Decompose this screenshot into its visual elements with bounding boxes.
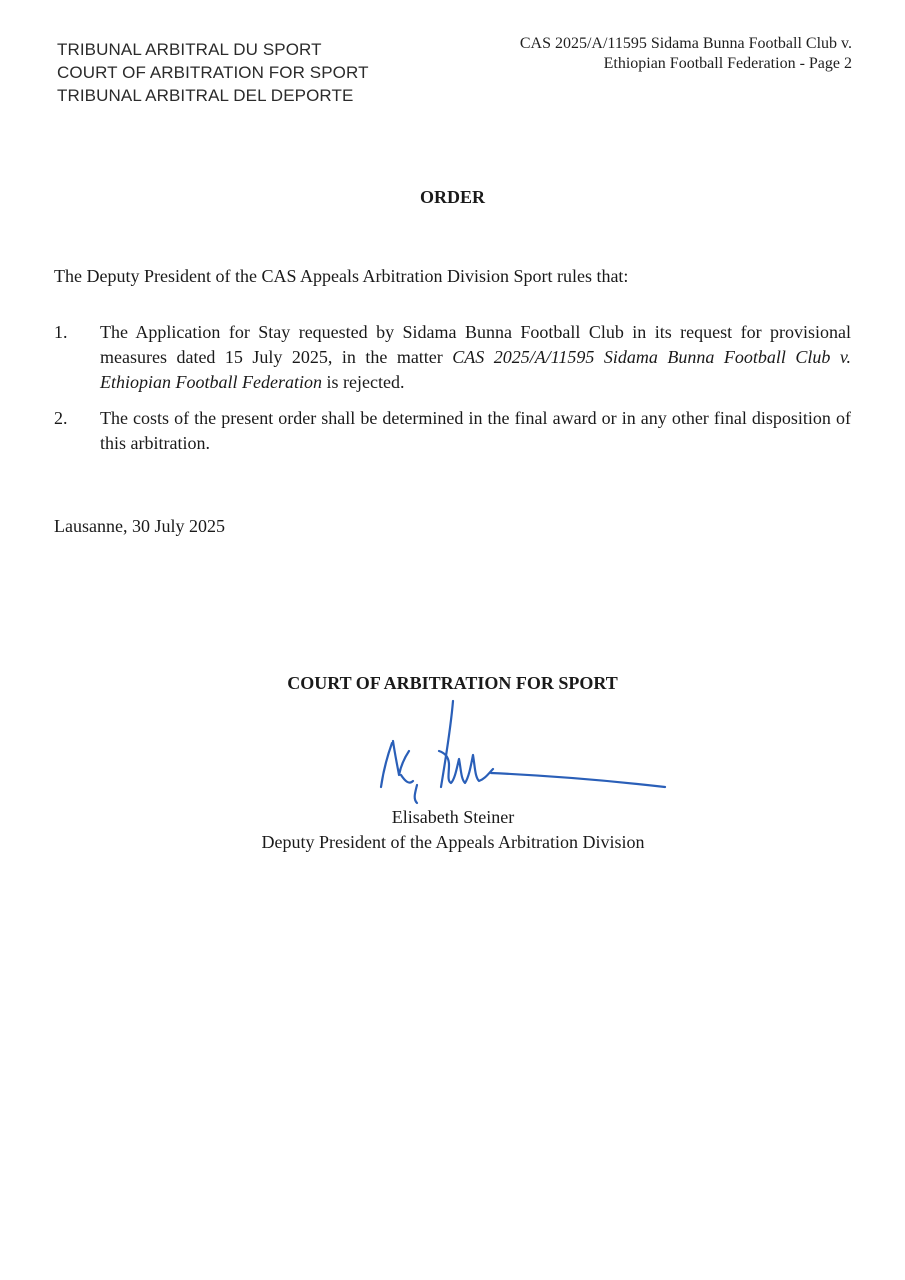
order-intro: The Deputy President of the CAS Appeals Arbitration Division Sport rules that: bbox=[54, 266, 629, 286]
court-name: COURT OF ARBITRATION FOR SPORT bbox=[287, 673, 618, 693]
order-title: ORDER bbox=[419, 187, 485, 207]
rulings-list bbox=[54, 320, 851, 456]
case-reference bbox=[520, 34, 852, 74]
ruling-number: 2. bbox=[54, 408, 68, 428]
ruling-number: 1. bbox=[54, 322, 68, 342]
ruling-text: The Application for Stay requested by Sidama Bunna Football Club in its request for provisional measures dated 15 July 2025, in the matter bbox=[100, 322, 851, 367]
ruling-text: The costs of the present order shall be determined in the final award or in any other final disposition of this arbitration. bbox=[100, 408, 851, 453]
ruling-item bbox=[54, 406, 851, 456]
letterhead-french: TRIBUNAL ARBITRAL DU SPORT bbox=[57, 40, 322, 59]
letterhead-spanish: TRIBUNAL ARBITRAL DEL DEPORTE bbox=[57, 86, 354, 105]
case-matter: CAS 2025/A/11595 Sidama Bunna Football Club v. Ethiopian Football Federation bbox=[100, 347, 851, 392]
signatory bbox=[238, 805, 668, 855]
place-and-date: Lausanne, 30 July 2025 bbox=[54, 516, 225, 536]
ruling-item bbox=[54, 320, 851, 395]
signatory-role: Deputy President of the Appeals Arbitration Division bbox=[261, 832, 645, 852]
letterhead bbox=[57, 38, 369, 107]
signatory-name: Elisabeth Steiner bbox=[391, 807, 515, 827]
ruling-text-end: is rejected. bbox=[321, 372, 405, 392]
case-reference-line-1: CAS 2025/A/11595 Sidama Bunna Football Club v. bbox=[519, 35, 852, 52]
letterhead-english: COURT OF ARBITRATION FOR SPORT bbox=[57, 63, 369, 82]
case-reference-line-2: Ethiopian Football Federation - Page 2 bbox=[603, 55, 852, 72]
